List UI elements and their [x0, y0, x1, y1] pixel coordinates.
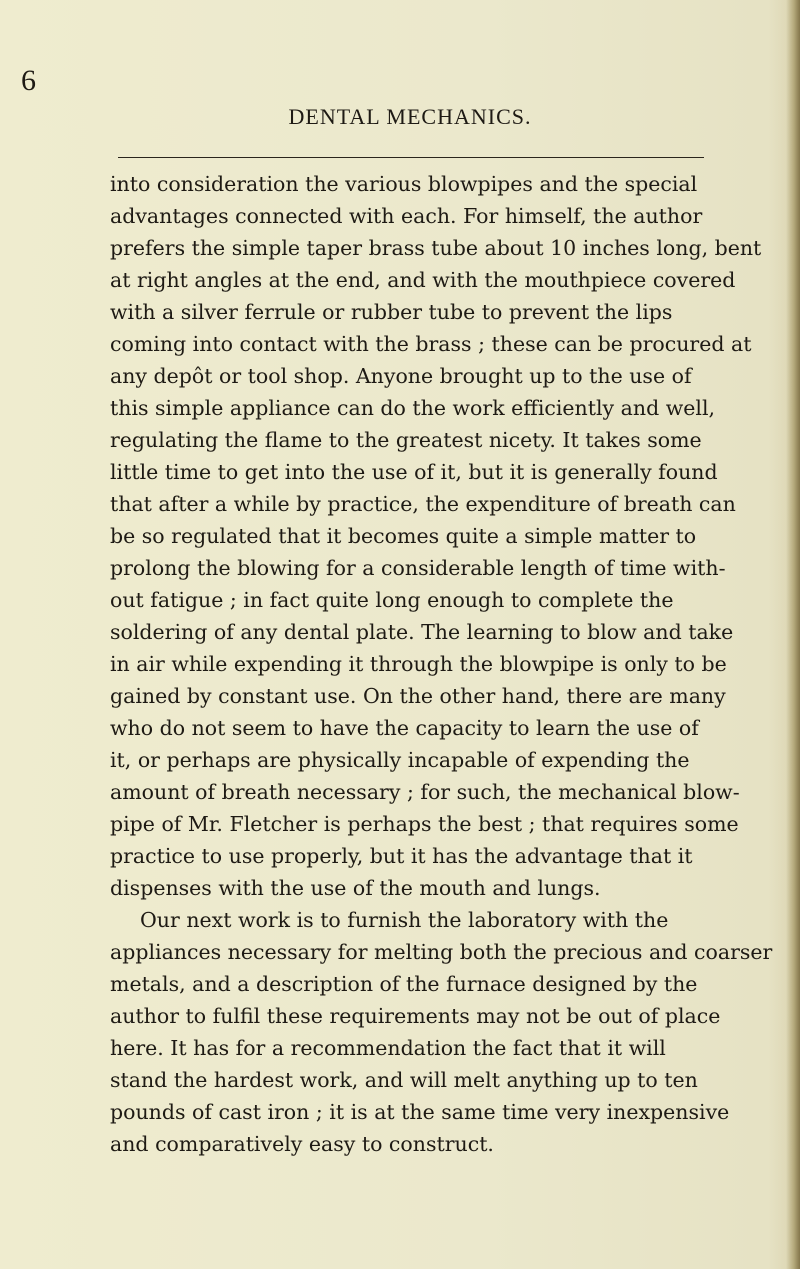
text-line: gained by constant use. On the other hand, there are many	[110, 684, 726, 708]
text-line: author to fulfil these requirements may not be out of place	[110, 1004, 721, 1028]
running-head: DENTAL MECHANICS.	[288, 104, 532, 129]
text-line: coming into contact with the brass ; these can be procured at	[110, 332, 752, 356]
text-line: and comparatively easy to construct.	[110, 1132, 494, 1156]
body-text	[110, 168, 773, 1160]
text-line: advantages connected with each. For himself, the author	[110, 204, 703, 228]
text-line: soldering of any dental plate. The learning to blow and take	[110, 620, 734, 644]
header-rule	[118, 157, 704, 158]
text-line: in air while expending it through the blowpipe is only to be	[110, 652, 727, 676]
page-number: 6	[21, 64, 36, 97]
text-line: with a silver ferrule or rubber tube to prevent the lips	[110, 300, 673, 324]
text-line: regulating the flame to the greatest nicety. It takes some	[110, 428, 702, 452]
text-line: into consideration the various blowpipes and the special	[110, 172, 698, 196]
text-line: little time to get into the use of it, but it is generally found	[110, 460, 718, 484]
text-line: metals, and a description of the furnace designed by the	[110, 972, 698, 996]
text-line: prefers the simple taper brass tube about 10 inches long, bent	[110, 236, 762, 260]
text-line: that after a while by practice, the expenditure of breath can	[110, 492, 736, 516]
text-line: pipe of Mr. Fletcher is perhaps the best ; that requires some	[110, 812, 739, 836]
text-line: who do not seem to have the capacity to learn the use of	[110, 716, 699, 740]
text-line: it, or perhaps are physically incapable of expending the	[110, 748, 690, 772]
text-line: pounds of cast iron ; it is at the same time very inexpensive	[110, 1100, 730, 1124]
text-line: be so regulated that it becomes quite a simple matter to	[110, 524, 697, 548]
text-line: out fatigue ; in fact quite long enough to complete the	[110, 588, 674, 612]
text-line: prolong the blowing for a considerable length of time with-	[110, 556, 726, 580]
text-line: here. It has for a recommendation the fact that it will	[110, 1036, 666, 1060]
paragraph-start-line: Our next work is to furnish the laboratory with the	[140, 908, 669, 932]
page-edge-shadow	[786, 0, 800, 1269]
text-line: appliances necessary for melting both the precious and coarser	[110, 940, 773, 964]
text-line: stand the hardest work, and will melt anything up to ten	[110, 1068, 698, 1092]
text-line: amount of breath necessary ; for such, the mechanical blow-	[110, 780, 740, 804]
text-line: practice to use properly, but it has the advantage that it	[110, 844, 693, 868]
text-line: dispenses with the use of the mouth and lungs.	[110, 876, 601, 900]
text-line: any depôt or tool shop. Anyone brought up to the use of	[110, 364, 692, 388]
text-line: at right angles at the end, and with the mouthpiece covered	[110, 268, 736, 292]
text-line: this simple appliance can do the work efficiently and well,	[110, 396, 716, 420]
